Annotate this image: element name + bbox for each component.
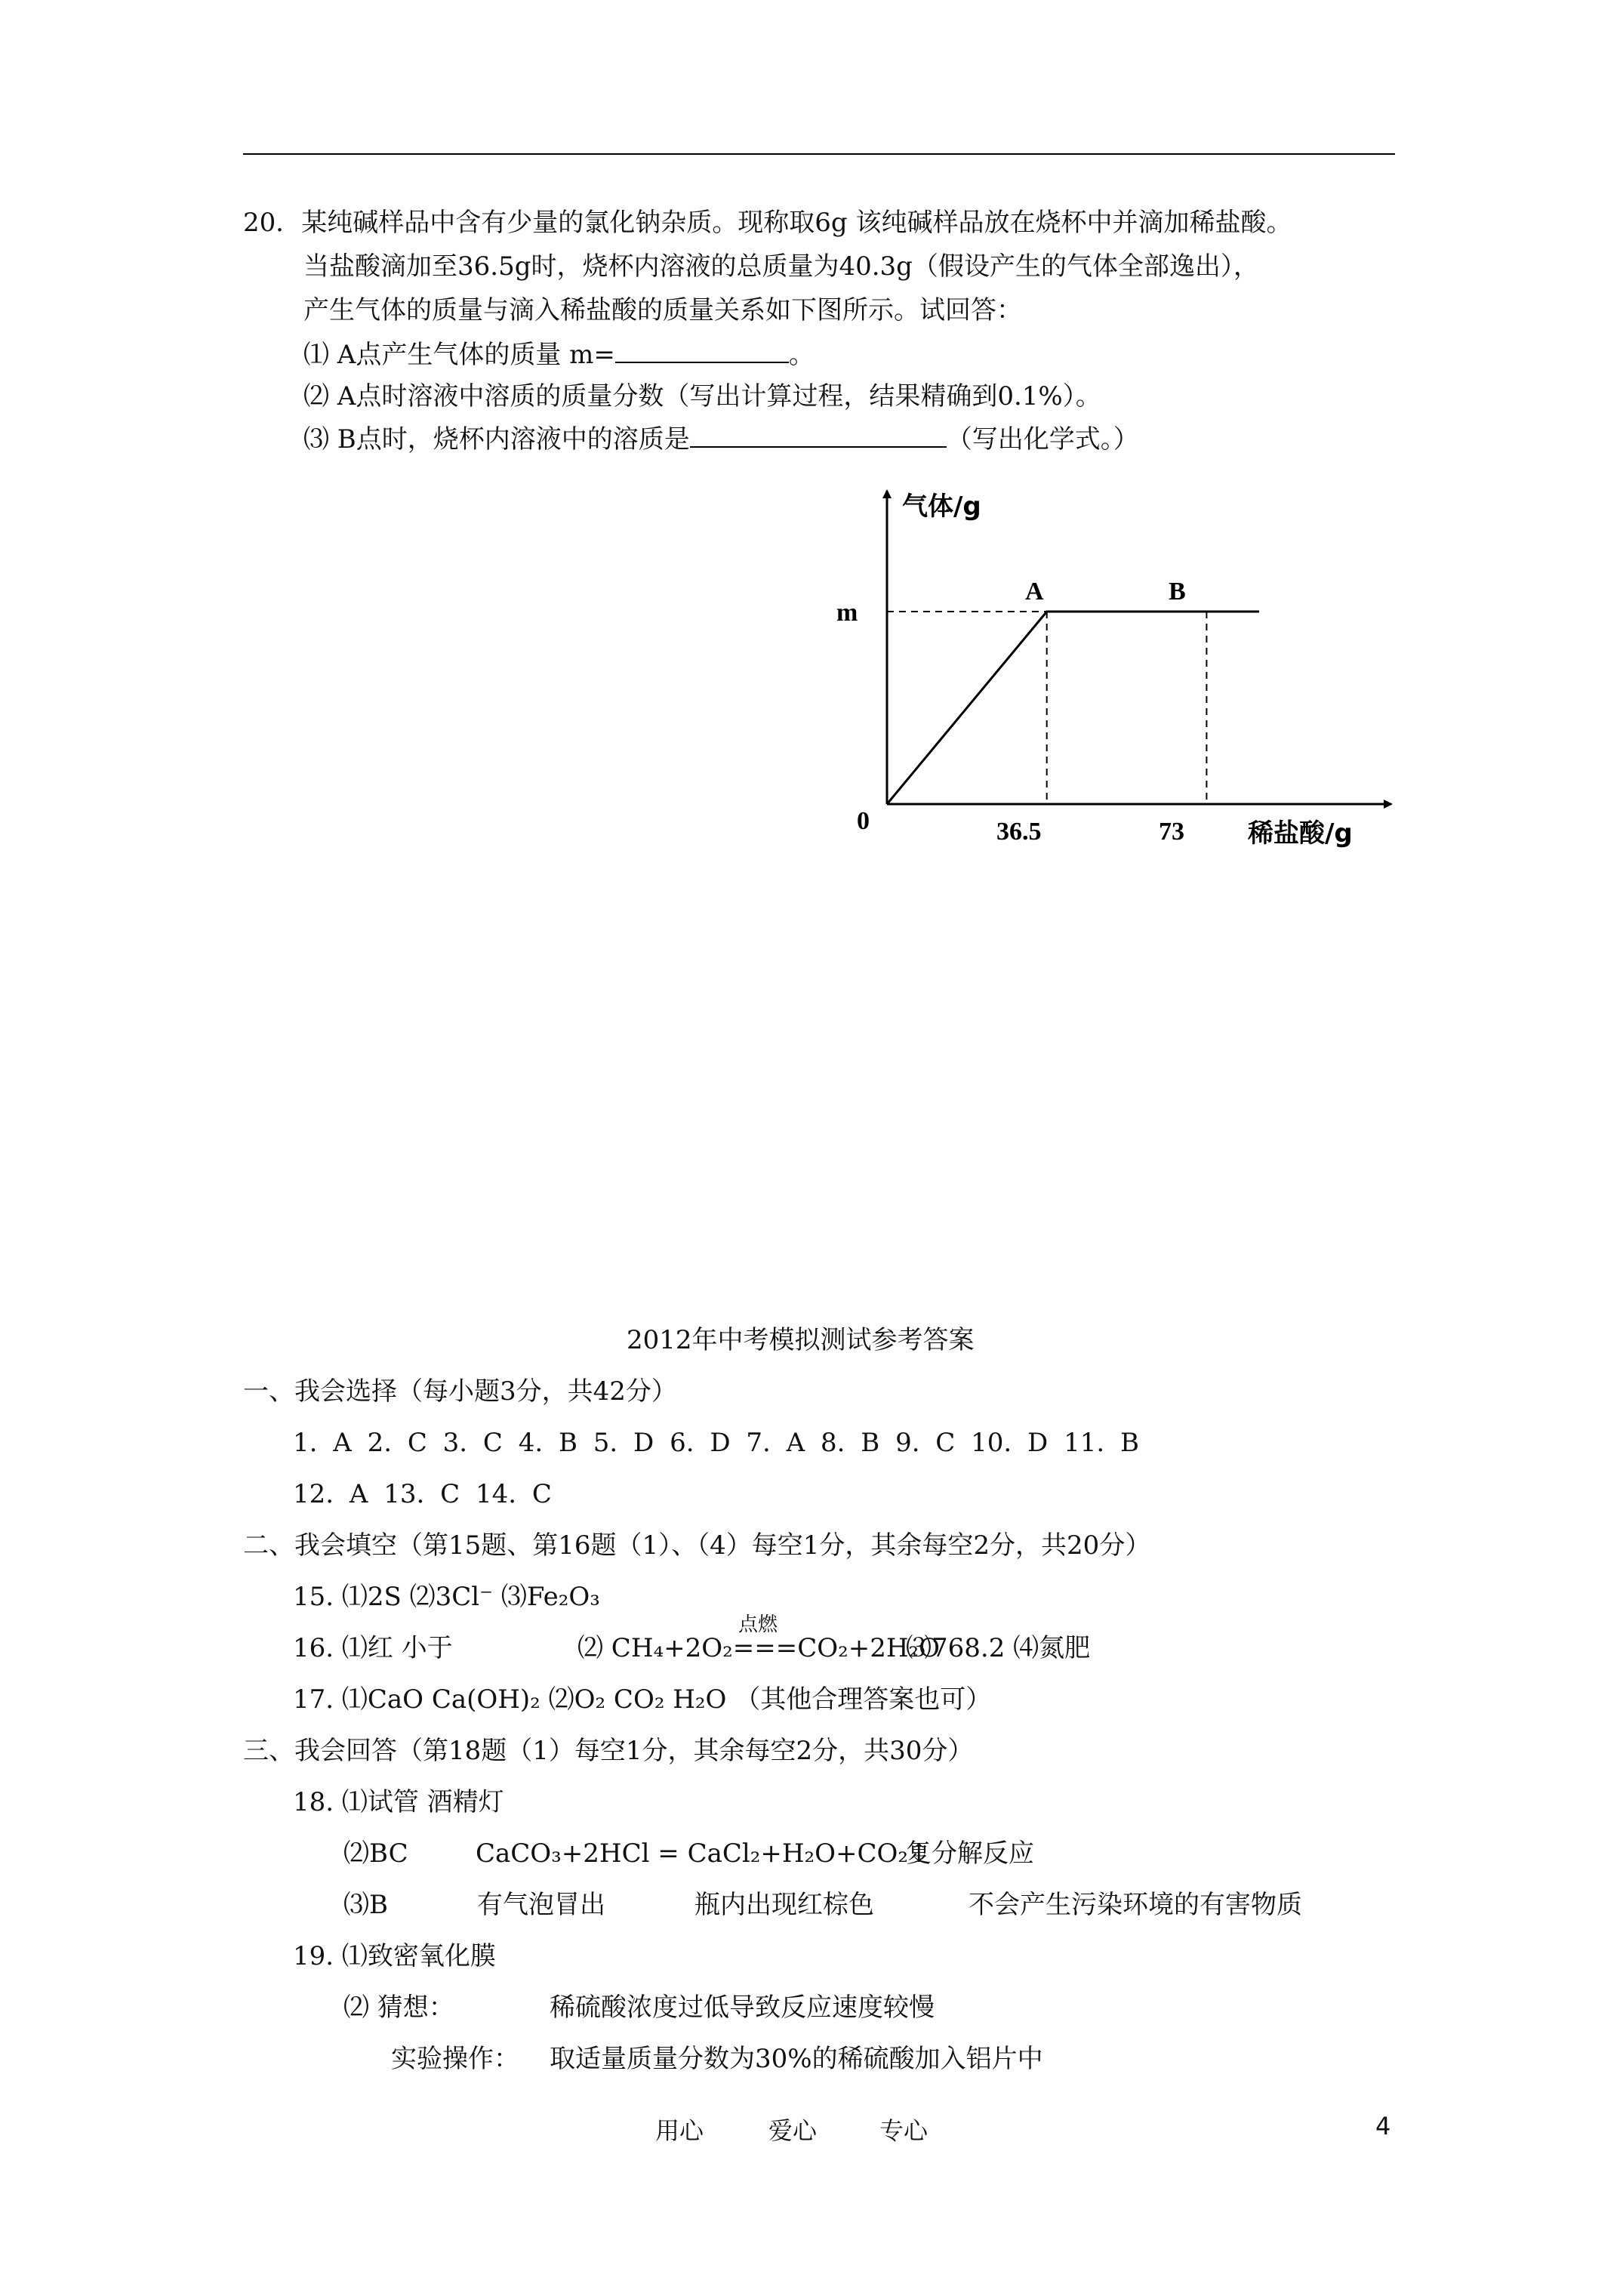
question-part-3-end: （写出化学式。）: [946, 424, 1139, 455]
gas-series-line: [887, 612, 1259, 804]
answers-title: 2012年中考模拟测试参考答案: [627, 1325, 975, 1355]
answer-18-3-c: 瓶内出现红棕色: [694, 1890, 874, 1920]
answer-18-2-c: 复分解反应: [906, 1838, 1034, 1869]
section-1-heading: 一、我会选择（每小题3分，共42分）: [243, 1376, 677, 1407]
answer-17: 17. ⑴CaO Ca(OH)₂ ⑵O₂ CO₂ H₂O （其他合理答案也可）: [293, 1684, 992, 1715]
answer-blank-m[interactable]: [615, 339, 789, 363]
answer-16-rest: ⑶768.2 ⑷氮肥: [906, 1633, 1091, 1663]
answer-blank-solute[interactable]: [690, 424, 947, 448]
answer-18-1: 18. ⑴试管 酒精灯: [293, 1787, 504, 1817]
header-rule: [243, 153, 1395, 155]
y-tick-label-m: m: [836, 599, 858, 627]
answer-19-2-label: ⑵ 猜想：: [343, 1992, 454, 2023]
answer-19-1: 19. ⑴致密氧化膜: [293, 1941, 496, 1971]
y-axis-label: 气体/g: [902, 492, 981, 522]
gas-vs-acid-chart: [815, 476, 1419, 868]
footer-item-1: 用心: [655, 2116, 704, 2145]
question-part-1-text: ⑴ A点产生气体的质量 m=: [303, 340, 615, 370]
answer-19-3-label: 实验操作：: [391, 2044, 519, 2074]
answer-15: 15. ⑴2S ⑵3Cl⁻ ⑶Fe₂O₃: [293, 1582, 600, 1612]
question-line-2: 当盐酸滴加至36.5g时，烧杯内溶液的总质量为40.3g（假设产生的气体全部逸出），: [303, 251, 1259, 282]
question-part-3: [303, 424, 1139, 455]
answer-16-equation: ⑵ CH₄+2O₂===CO₂+2H₂O: [577, 1633, 940, 1663]
section-1-answers-row-1: 1. A 2. C 3. C 4. B 5. D 6. D 7. A 8. B 9. C 10. D 11. B: [293, 1428, 1139, 1458]
x-axis-label: 稀盐酸/g: [1248, 818, 1353, 849]
question-line-3: 产生气体的质量与滴入稀盐酸的质量关系如下图所示。试回答：: [303, 295, 1022, 325]
section-3-heading: 三、我会回答（第18题（1）每空1分，其余每空2分，共30分）: [243, 1736, 974, 1766]
point-label-a: A: [1025, 578, 1044, 606]
x-tick-label-73: 73: [1159, 818, 1184, 846]
question-part-2: ⑵ A点时溶液中溶质的质量分数（写出计算过程，结果精确到0.1%）。: [303, 381, 1101, 411]
answer-19-2-text: 稀硫酸浓度过低导致反应速度较慢: [550, 1992, 935, 2023]
answer-18-3-d: 不会产生污染环境的有害物质: [969, 1890, 1302, 1920]
question-part-1-end: 。: [788, 340, 815, 370]
answer-18-2-a: ⑵BC: [343, 1838, 408, 1869]
section-2-heading: 二、我会填空（第15题、第16题（1）、（4）每空1分，其余每空2分，共20分）: [243, 1530, 1151, 1561]
reaction-condition: 点燃: [738, 1613, 778, 1636]
footer-item-2: 爱心: [768, 2116, 818, 2145]
page-number: 4: [1375, 2112, 1391, 2140]
question-part-3-text: ⑶ B点时，烧杯内溶液中的溶质是: [303, 424, 690, 455]
answer-18-3-b: 有气泡冒出: [477, 1890, 605, 1920]
answer-16-part-1: 16. ⑴红 小于: [293, 1633, 453, 1663]
answer-18-2-equation: CaCO₃+2HCl = CaCl₂+H₂O+CO₂↑: [476, 1838, 930, 1869]
footer-item-3: 专心: [879, 2116, 929, 2145]
section-1-answers-row-2: 12. A 13. C 14. C: [293, 1479, 552, 1509]
origin-label: 0: [857, 807, 870, 835]
question-line-1: 20．某纯碱样品中含有少量的氯化钠杂质。现称取6g 该纯碱样品放在烧杯中并滴加稀盐酸。: [243, 208, 1292, 238]
answer-19-3-text: 取适量质量分数为30%的稀硫酸加入铝片中: [550, 2044, 1043, 2074]
point-label-b: B: [1169, 578, 1186, 606]
question-part-1: [303, 339, 815, 370]
answer-18-3-a: ⑶B: [343, 1890, 388, 1920]
x-tick-label-36-5: 36.5: [996, 818, 1042, 846]
